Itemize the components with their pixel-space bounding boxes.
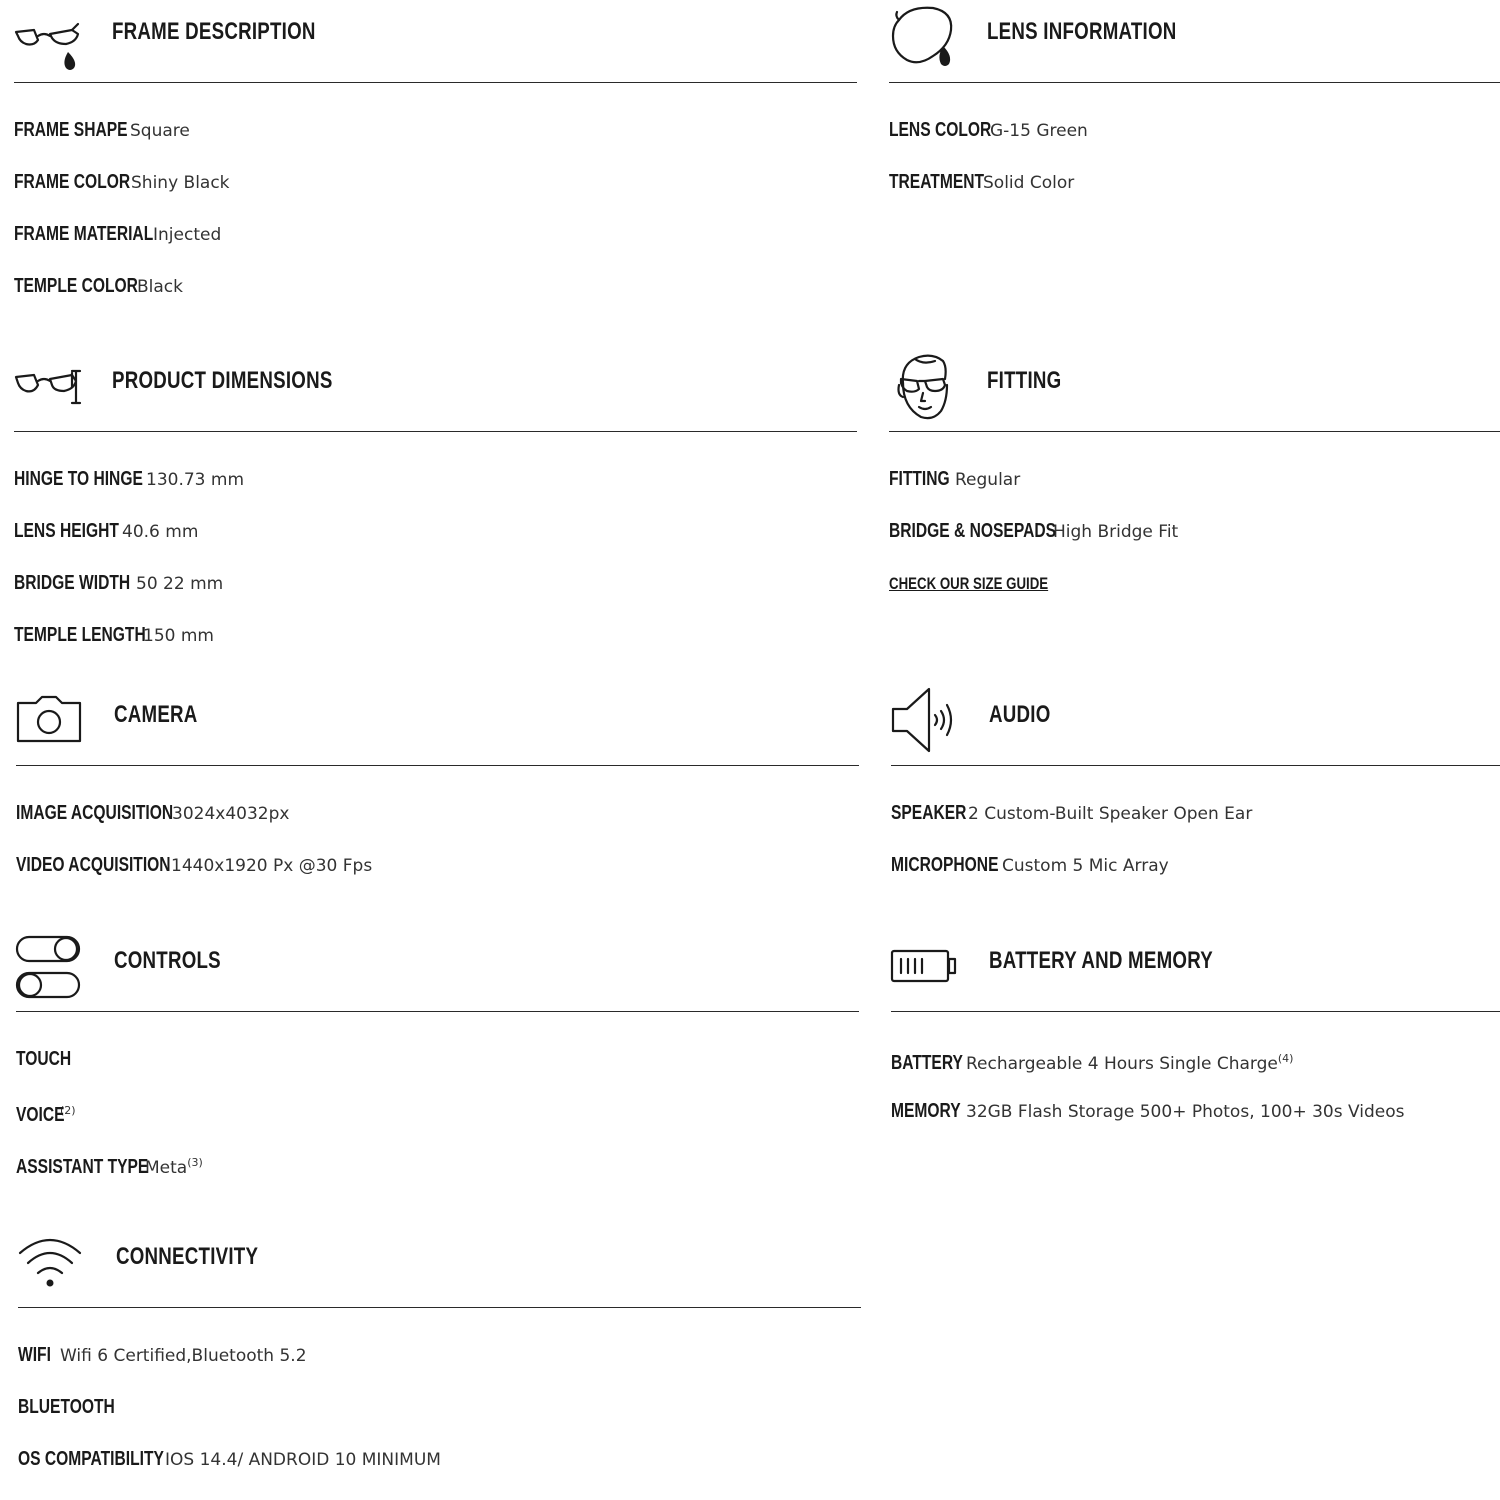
spec-row — [16, 1046, 859, 1098]
controls-header — [16, 929, 859, 1012]
spec-row — [18, 1394, 861, 1446]
section-title: AUDIO — [989, 701, 1051, 728]
spec-value: Injected — [153, 225, 222, 245]
audio-header — [891, 683, 1500, 766]
footnote-marker: (2) — [60, 1104, 76, 1117]
fitting-section — [889, 349, 1500, 622]
section-title: CONTROLS — [114, 947, 221, 974]
toggle-switches-icon — [16, 929, 96, 1009]
camera-section — [16, 683, 859, 904]
spec-value: 150 mm — [143, 626, 214, 646]
wifi-icon — [18, 1225, 98, 1305]
spec-label: FRAME SHAPE — [14, 119, 128, 141]
spec-row — [889, 518, 1500, 570]
spec-value: Square — [130, 121, 190, 141]
spec-row — [16, 852, 859, 904]
spec-label: TEMPLE COLOR — [14, 275, 138, 297]
section-title: LENS INFORMATION — [987, 18, 1177, 45]
spec-label: BRIDGE & NOSEPADS — [889, 520, 1057, 542]
spec-value: 130.73 mm — [146, 470, 245, 490]
spec-label: HINGE TO HINGE — [14, 468, 143, 490]
section-title: FITTING — [987, 367, 1062, 394]
spec-row — [889, 117, 1500, 169]
glasses-measure-icon — [14, 349, 94, 429]
battery-icon — [891, 929, 971, 1009]
section-title: CAMERA — [114, 701, 198, 728]
spec-label: MICROPHONE — [891, 854, 999, 876]
spec-label: BATTERY — [891, 1052, 963, 1074]
spec-value: Black — [137, 277, 183, 297]
spec-row — [891, 1098, 1500, 1150]
frame-description-section — [14, 0, 857, 325]
lens-information-header — [889, 0, 1500, 83]
lens-information-section — [889, 0, 1500, 221]
spec-label: LENS HEIGHT — [14, 520, 119, 542]
spec-value: 32GB Flash Storage 500+ Photos, 100+ 30s Videos — [966, 1102, 1405, 1122]
spec-label: TREATMENT — [889, 171, 985, 193]
spec-value: Shiny Black — [131, 173, 230, 193]
footnote-marker: (3) — [187, 1156, 203, 1169]
connectivity-header — [18, 1225, 861, 1308]
battery-memory-section — [891, 929, 1500, 1150]
spec-row — [889, 169, 1500, 221]
frame-description-header — [14, 0, 857, 83]
spec-label: ASSISTANT TYPE — [16, 1156, 149, 1178]
spec-value: 2 Custom-Built Speaker Open Ear — [968, 804, 1253, 824]
spec-label: FRAME COLOR — [14, 171, 131, 193]
spec-label: FRAME MATERIAL — [14, 223, 154, 245]
spec-value: Meta — [145, 1158, 188, 1178]
spec-value: 50 22 mm — [136, 574, 224, 594]
spec-value: 40.6 mm — [122, 522, 199, 542]
spec-label: LENS COLOR — [889, 119, 992, 141]
audio-section — [891, 683, 1500, 904]
spec-label: SPEAKER — [891, 802, 967, 824]
spec-label: FITTING — [889, 468, 950, 490]
glasses-drop-icon — [14, 0, 94, 80]
spec-row — [14, 466, 857, 518]
spec-label: TOUCH — [16, 1048, 72, 1070]
product-dimensions-section — [14, 349, 857, 674]
spec-row — [14, 622, 857, 674]
lens-drop-icon — [889, 0, 969, 80]
footnote-marker: (4) — [1277, 1052, 1294, 1065]
spec-row — [16, 800, 859, 852]
product-dimensions-header — [14, 349, 857, 432]
spec-value: High Bridge Fit — [1053, 522, 1179, 542]
spec-row — [16, 1150, 859, 1202]
spec-label: TEMPLE LENGTH — [14, 624, 146, 646]
spec-label: VIDEO ACQUISITION — [16, 854, 171, 876]
connectivity-section — [18, 1225, 861, 1498]
spec-row — [891, 1046, 1500, 1098]
spec-row — [14, 518, 857, 570]
spec-row — [14, 570, 857, 622]
section-title: CONNECTIVITY — [116, 1243, 259, 1270]
spec-value: IOS 14.4/ ANDROID 10 MINIMUM — [165, 1450, 441, 1470]
spec-value: Custom 5 Mic Array — [1002, 856, 1169, 876]
camera-header — [16, 683, 859, 766]
spec-label: IMAGE ACQUISITION — [16, 802, 174, 824]
section-title: PRODUCT DIMENSIONS — [112, 367, 333, 394]
spec-label: MEMORY — [891, 1100, 961, 1122]
spec-value: Solid Color — [983, 173, 1075, 193]
spec-row — [18, 1342, 861, 1394]
section-title: BATTERY AND MEMORY — [989, 947, 1214, 974]
spec-row — [18, 1446, 861, 1498]
spec-row — [14, 221, 857, 273]
battery-memory-header — [891, 929, 1500, 1012]
section-title: FRAME DESCRIPTION — [112, 18, 316, 45]
spec-label: BRIDGE WIDTH — [14, 572, 131, 594]
spec-row — [891, 852, 1500, 904]
spec-value: Rechargeable 4 Hours Single Charge — [966, 1054, 1278, 1074]
spec-label: OS COMPATIBILITY — [18, 1448, 164, 1470]
spec-value: Regular — [955, 470, 1021, 490]
speaker-icon — [891, 683, 971, 763]
spec-row — [14, 273, 857, 325]
spec-row — [889, 466, 1500, 518]
controls-section — [16, 929, 859, 1202]
spec-row — [14, 117, 857, 169]
spec-row — [16, 1098, 859, 1150]
spec-row — [14, 169, 857, 221]
spec-row — [891, 800, 1500, 852]
spec-value: 3024x4032px — [172, 804, 290, 824]
spec-label: VOICE — [16, 1104, 65, 1126]
fitting-header — [889, 349, 1500, 432]
spec-label: WIFI — [18, 1344, 51, 1366]
spec-value: G-15 Green — [990, 121, 1088, 141]
face-glasses-icon — [889, 349, 969, 429]
spec-label: BLUETOOTH — [18, 1396, 115, 1418]
spec-value: 1440x1920 Px @30 Fps — [171, 856, 373, 876]
spec-row — [889, 570, 1500, 622]
spec-value: Wifi 6 Certified,Bluetooth 5.2 — [60, 1346, 307, 1366]
camera-icon — [16, 683, 96, 763]
size-guide-link[interactable]: CHECK OUR SIZE GUIDE — [889, 574, 1049, 593]
